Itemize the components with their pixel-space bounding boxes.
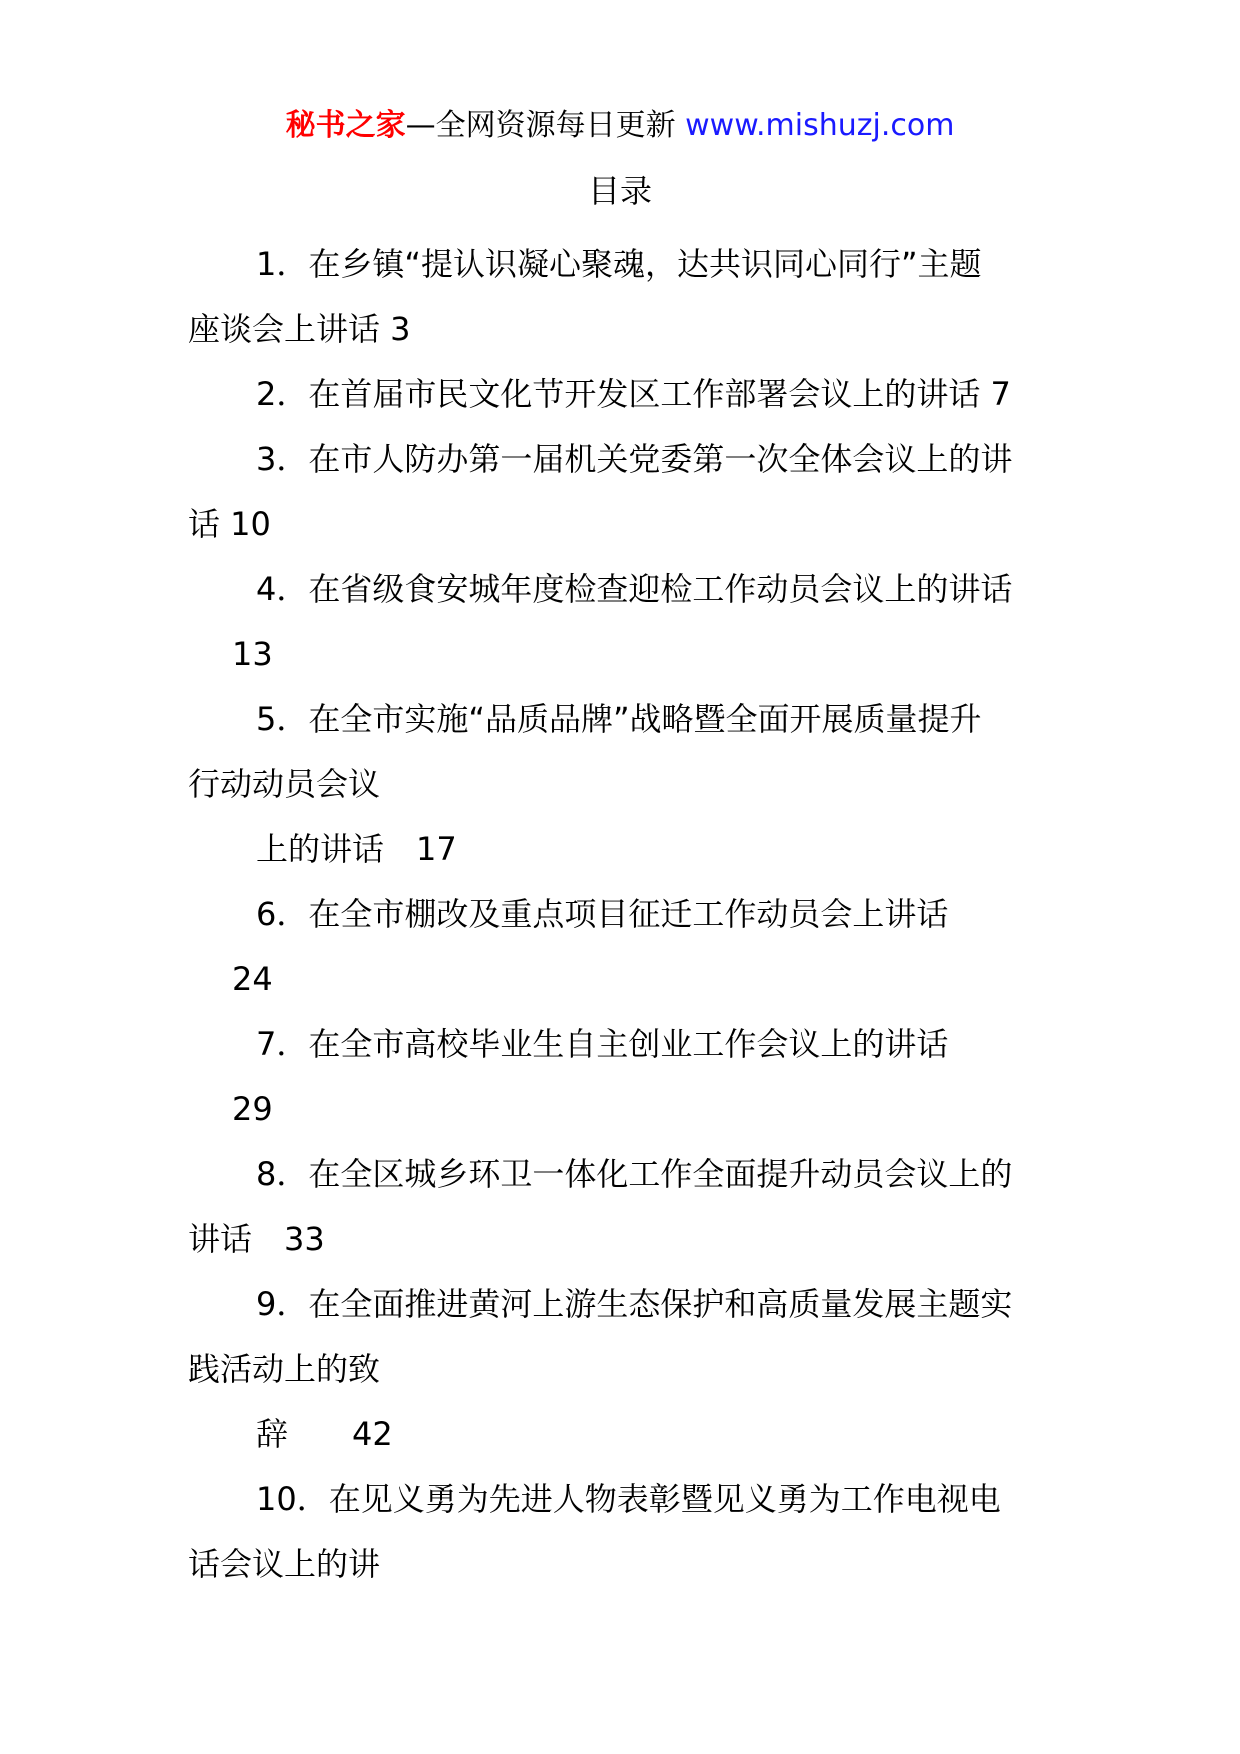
toc-line: 24 — [232, 960, 273, 998]
toc-line: 上的讲话 17 — [256, 830, 457, 868]
site-url-link[interactable]: www.mishuzj.com — [685, 108, 955, 143]
toc-line: 践活动上的致 — [188, 1350, 381, 1388]
toc-line: 5．在全市实施“品质品牌”战略暨全面开展质量提升 — [256, 700, 982, 738]
toc-line: 话 10 — [188, 505, 271, 543]
toc-line: 13 — [232, 635, 273, 673]
toc-line: 4．在省级食安城年度检查迎检工作动员会议上的讲话 — [256, 570, 1013, 608]
toc-line: 3．在市人防办第一届机关党委第一次全体会议上的讲 — [256, 440, 1013, 478]
toc-line: 7．在全市高校毕业生自主创业工作会议上的讲话 — [256, 1025, 949, 1063]
toc-line: 座谈会上讲话 3 — [188, 310, 411, 348]
site-header — [0, 104, 1240, 148]
brand-name: 秘书之家 — [285, 108, 406, 143]
toc-line: 1．在乡镇“提认识凝心聚魂，达共识同心同行”主题 — [256, 245, 982, 283]
table-of-contents — [188, 232, 1058, 1597]
toc-line: 29 — [232, 1090, 273, 1128]
toc-line: 行动动员会议 — [188, 765, 381, 803]
toc-line: 2．在首届市民文化节开发区工作部署会议上的讲话 7 — [256, 375, 1011, 413]
toc-line: 8．在全区城乡环卫一体化工作全面提升动员会议上的 — [256, 1155, 1013, 1193]
toc-title: 目录 — [587, 172, 652, 210]
toc-line: 辞 42 — [256, 1415, 393, 1453]
toc-line: 6．在全市棚改及重点项目征迁工作动员会上讲话 — [256, 895, 949, 933]
toc-line: 话会议上的讲 — [188, 1545, 381, 1583]
toc-line: 讲话 33 — [188, 1220, 325, 1258]
toc-line: 9．在全面推进黄河上游生态保护和高质量发展主题实 — [256, 1285, 1013, 1323]
header-tagline: —全网资源每日更新 — [405, 108, 686, 143]
toc-line: 10．在见义勇为先进人物表彰暨见义勇为工作电视电 — [256, 1480, 1001, 1518]
